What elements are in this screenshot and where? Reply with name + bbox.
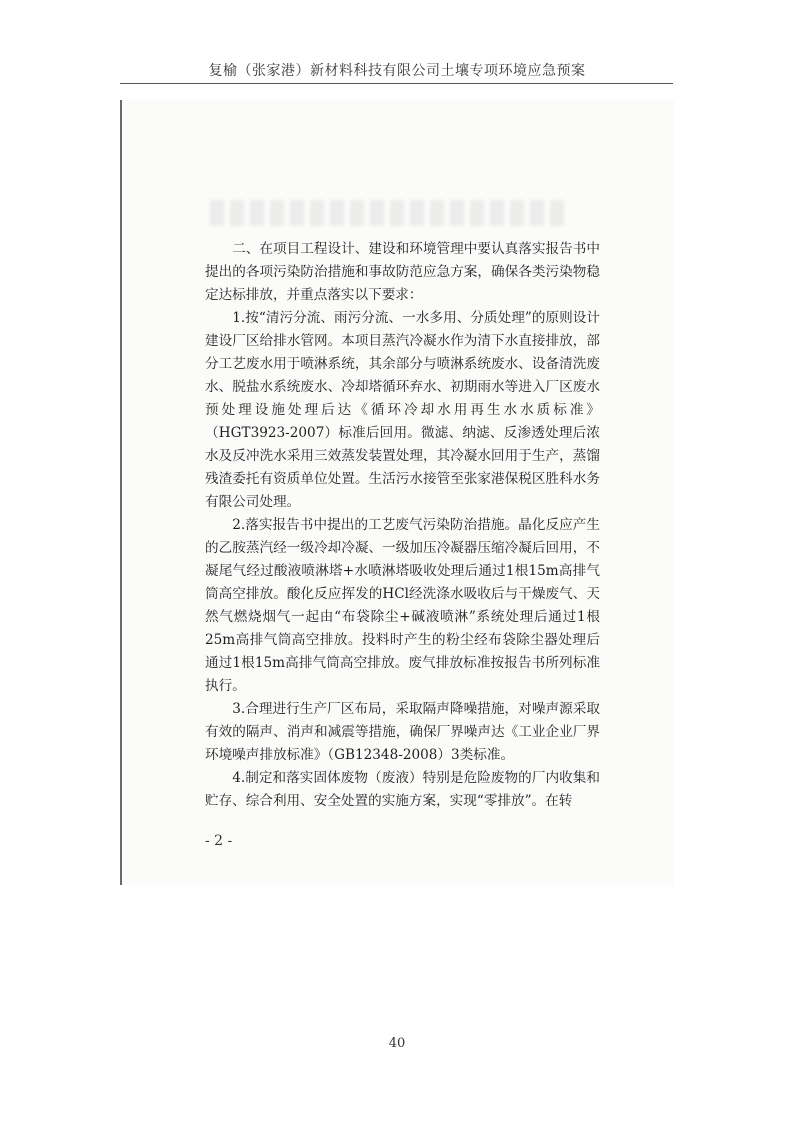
document-body: [205, 238, 600, 813]
footer-page-number: 40: [388, 1036, 406, 1051]
bleed-through-text: [210, 200, 570, 226]
scan-left-edge: [120, 100, 122, 885]
paragraph-solid-waste-measures: 4.制定和落实固体废物（废液）特别是危险废物的厂内收集和贮存、综合利用、安全处置的实施方案，实现“零排放”。在转: [205, 770, 600, 809]
header-divider: [120, 83, 673, 84]
inner-page-number: - 2 -: [205, 833, 233, 849]
document-header-title: 复榆（张家港）新材料科技有限公司土壤专项环境应急预案: [208, 63, 586, 79]
paragraph-requirements-intro: 二、在项目工程设计、建设和环境管理中要认真落实报告书中提出的各项污染防治措施和事故防范应急方案，确保各类污染物稳定达标排放，并重点落实以下要求：: [205, 241, 600, 303]
paragraph-water-measures: 1.按“清污分流、雨污分流、一水多用、分质处理”的原则设计建设厂区给排水管网。本项目蒸汽冷凝水作为清下水直接排放，部分工艺废水用于喷淋系统，其余部分与喷淋系统废水、设备清洗废水、脱盐水系统废水、冷却塔循环弃水、初期雨水等进入厂区废水预处理设施处理后达《循环冷却水用再生水水质标准》（HGT3923-2007）标准后回用。微滤、纳滤、反渗透处理后浓水及反冲洗水采用三效蒸发装置处理，其冷凝水回用于生产，蒸馏残渣委托有资质单位处置。生活污水接管至张家港保税区胜科水务有限公司处理。: [205, 310, 600, 510]
paragraph-noise-measures: 3.合理进行生产厂区布局，采取隔声降噪措施，对噪声源采取有效的隔声、消声和减震等措施，确保厂界噪声达《工业企业厂界环境噪声排放标准》（GB12348-2008）3类标准。: [205, 701, 600, 763]
paragraph-air-measures: 2.落实报告书中提出的工艺废气污染防治措施。晶化反应产生的乙胺蒸汽经一级冷却冷凝、一级加压冷凝器压缩冷凝后回用，不凝尾气经过酸液喷淋塔+水喷淋塔吸收处理后通过1根15m高排气筒高空排放。酸化反应挥发的HCl经洗涤水吸收后与干燥废气、天然气燃烧烟气一起由“布袋除尘+碱液喷淋”系统处理后通过1根25m高排气筒高空排放。投料时产生的粉尘经布袋除尘器处理后通过1根15m高排气筒高空排放。废气排放标准按报告书所列标准执行。: [205, 517, 600, 694]
